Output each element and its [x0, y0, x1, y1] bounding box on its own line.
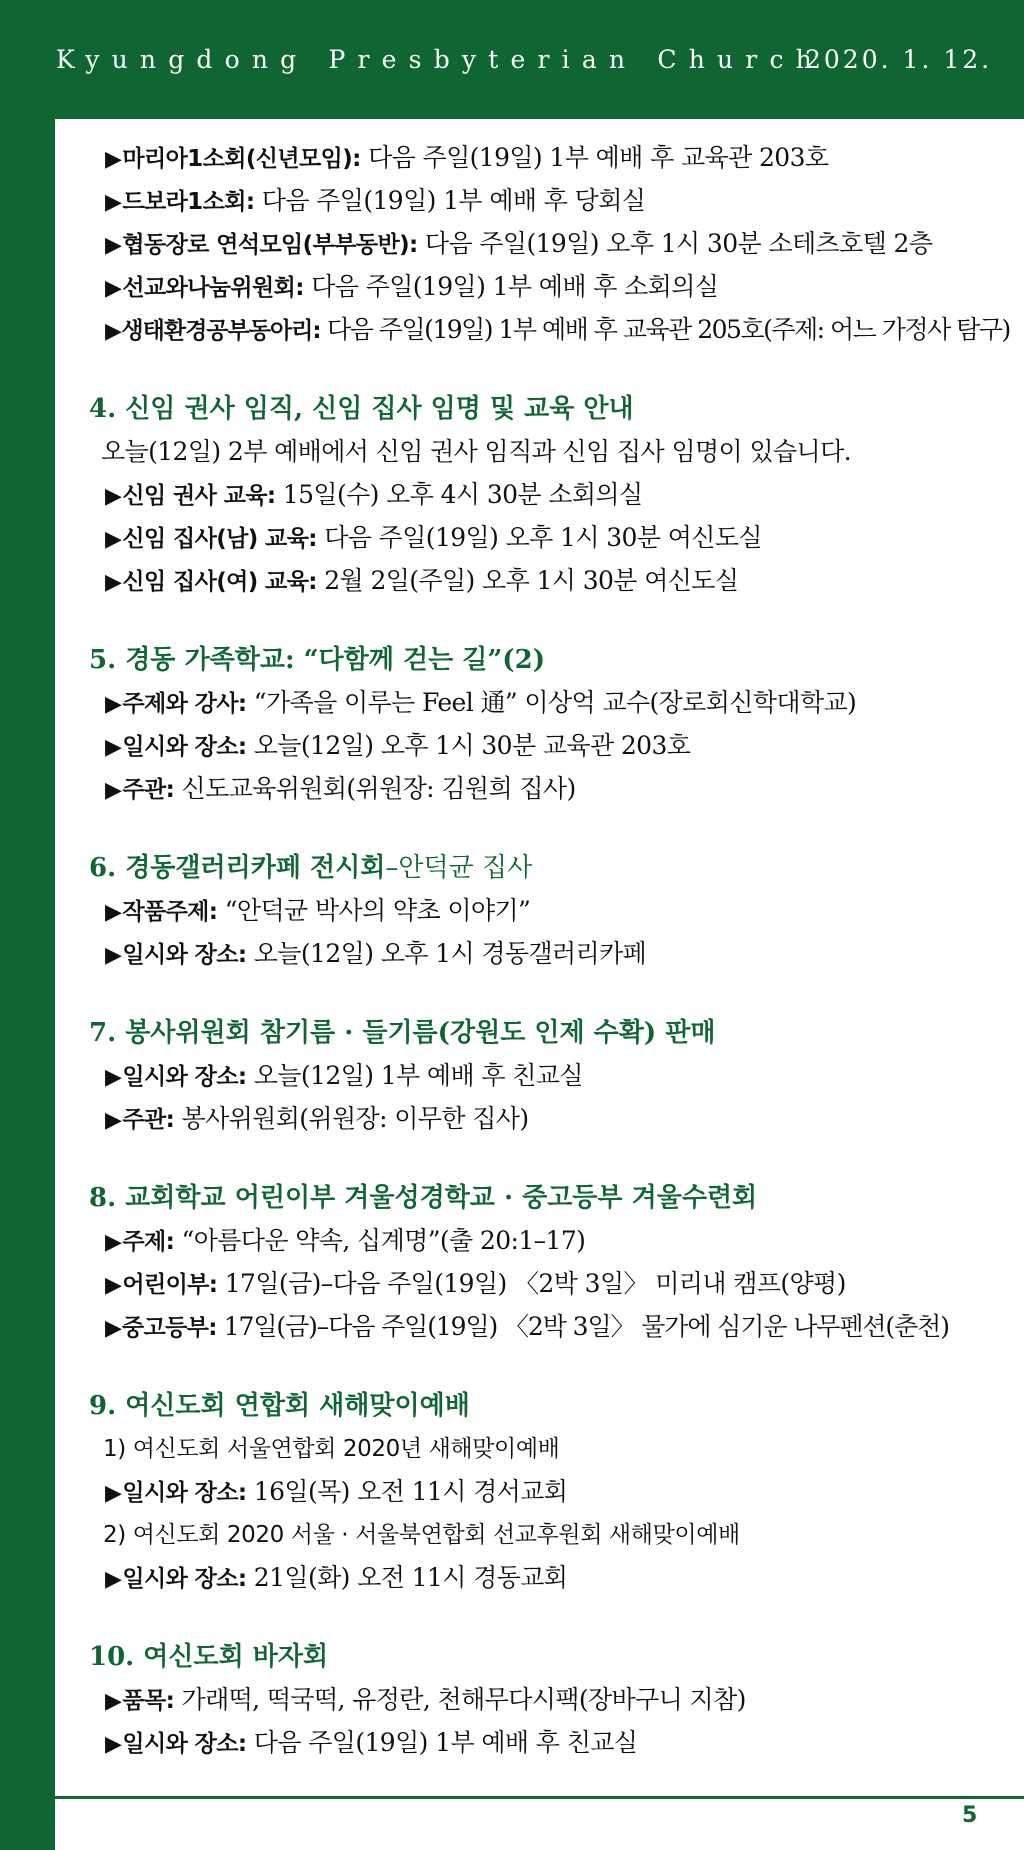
section-title-suffix: –안덕균 집사 [385, 853, 533, 883]
section-title-5: 5. 경동 가족학교: “다함께 걷는 길”(2) [89, 645, 545, 675]
bulletin-content [55, 119, 1024, 1789]
section-title-10: 10. 여신도회 바자회 [89, 1642, 329, 1672]
list-item: ▶일시와 장소: 21일(화) 오전 11시 경동교회 [105, 1563, 568, 1592]
list-item: ▶일시와 장소: 다음 주일(19일) 1부 예배 후 친교실 [105, 1728, 638, 1757]
list-item: ▶어린이부: 17일(금)–다음 주일(19일) 〈2박 3일〉 미리내 캠프(양평) [105, 1269, 846, 1298]
bullet-arrow-icon: ▶ [105, 233, 122, 258]
list-item: ▶주제와 강사: “가족을 이루는 Feel 通” 이상억 교수(장로회신학대학교) [105, 688, 857, 717]
list-item: ▶일시와 장소: 16일(목) 오전 11시 경서교회 [105, 1477, 568, 1506]
list-item: ▶생태환경공부동아리: 다음 주일(19일) 1부 예배 후 교육관 205호(주제: 어느 가정사 탐구) [105, 315, 1010, 344]
list-item: ▶신임 권사 교육: 15일(수) 오후 4시 30분 소회의실 [105, 480, 643, 509]
list-item: ▶선교와나눔위원회: 다음 주일(19일) 1부 예배 후 소회의실 [105, 272, 719, 301]
left-accent-bar [0, 119, 55, 1850]
bullet-arrow-icon: ▶ [105, 1689, 122, 1714]
list-item: ▶협동장로 연석모임(부부동반): 다음 주일(19일) 오후 1시 30분 소테츠호텔 2층 [105, 229, 933, 258]
section-title-9: 9. 여신도회 연합회 새해맞이예배 [89, 1391, 470, 1421]
list-item: ▶일시와 장소: 오늘(12일) 1부 예배 후 친교실 [105, 1061, 583, 1090]
section-title-7: 7. 봉사위원회 참기름 · 들기름(강원도 인제 수확) 판매 [89, 1018, 716, 1048]
list-item: ▶마리아1소회(신년모임): 다음 주일(19일) 1부 예배 후 교육관 203호 [105, 143, 829, 172]
bullet-arrow-icon: ▶ [105, 484, 122, 509]
bullet-arrow-icon: ▶ [105, 943, 122, 968]
list-item: ▶중고등부: 17일(금)–다음 주일(19일) 〈2박 3일〉 물가에 심기운 나무펜션(춘천) [105, 1312, 949, 1341]
bullet-arrow-icon: ▶ [105, 1230, 122, 1255]
bullet-arrow-icon: ▶ [105, 735, 122, 760]
section-title-4: 4. 신임 권사 임직, 신임 집사 임명 및 교육 안내 [89, 394, 634, 424]
list-item: ▶주제: “아름다운 약속, 십계명”(출 20:1–17) [105, 1226, 586, 1255]
footer-divider [55, 1796, 1024, 1799]
section-intro: 오늘(12일) 2부 예배에서 신임 권사 임직과 신임 집사 임명이 있습니다. [101, 437, 851, 466]
bullet-arrow-icon: ▶ [105, 527, 122, 552]
bullet-arrow-icon: ▶ [105, 1273, 122, 1298]
list-item: ▶드보라1소회: 다음 주일(19일) 1부 예배 후 당회실 [105, 186, 646, 215]
list-item: ▶작품주제: “안덕균 박사의 약초 이야기” [105, 896, 531, 925]
bullet-arrow-icon: ▶ [105, 147, 122, 172]
bullet-arrow-icon: ▶ [105, 1065, 122, 1090]
bulletin-date: 2020. 1. 12. [805, 45, 993, 74]
bullet-arrow-icon: ▶ [105, 319, 121, 344]
section-title-8: 8. 교회학교 어린이부 겨울성경학교 · 중고등부 겨울수련회 [89, 1183, 758, 1213]
bullet-arrow-icon: ▶ [105, 1481, 122, 1506]
bullet-arrow-icon: ▶ [105, 1567, 122, 1592]
sub-heading: 2) 여신도회 2020 서울 · 서울북연합회 선교후원회 새해맞이예배 [103, 1522, 740, 1548]
section-title-6: 6. 경동갤러리카페 전시회–안덕균 집사 [89, 853, 533, 883]
page-number: 5 [962, 1803, 978, 1828]
list-item: ▶일시와 장소: 오늘(12일) 오후 1시 경동갤러리카페 [105, 939, 647, 968]
bullet-arrow-icon: ▶ [105, 570, 122, 595]
bullet-arrow-icon: ▶ [105, 692, 122, 717]
bullet-arrow-icon: ▶ [105, 276, 122, 301]
list-item: ▶일시와 장소: 오늘(12일) 오후 1시 30분 교육관 203호 [105, 731, 691, 760]
list-item: ▶신임 집사(여) 교육: 2월 2일(주일) 오후 1시 30분 여신도실 [105, 566, 739, 595]
list-item: ▶신임 집사(남) 교육: 다음 주일(19일) 오후 1시 30분 여신도실 [105, 523, 762, 552]
bullet-arrow-icon: ▶ [105, 1732, 122, 1757]
sub-heading: 1) 여신도회 서울연합회 2020년 새해맞이예배 [103, 1436, 560, 1462]
bullet-arrow-icon: ▶ [105, 900, 122, 925]
list-item: ▶주관: 신도교육위원회(위원장: 김원희 집사) [105, 774, 576, 803]
bullet-arrow-icon: ▶ [105, 778, 122, 803]
bullet-arrow-icon: ▶ [105, 1108, 122, 1133]
bullet-arrow-icon: ▶ [105, 1316, 121, 1341]
page-header [0, 0, 1024, 119]
list-item: ▶품목: 가래떡, 떡국떡, 유정란, 천해무다시팩(장바구니 지참) [105, 1685, 746, 1714]
bullet-arrow-icon: ▶ [105, 190, 122, 215]
list-item: ▶주관: 봉사위원회(위원장: 이무한 집사) [105, 1104, 529, 1133]
church-name: Kyungdong Presbyterian Church [56, 45, 824, 74]
